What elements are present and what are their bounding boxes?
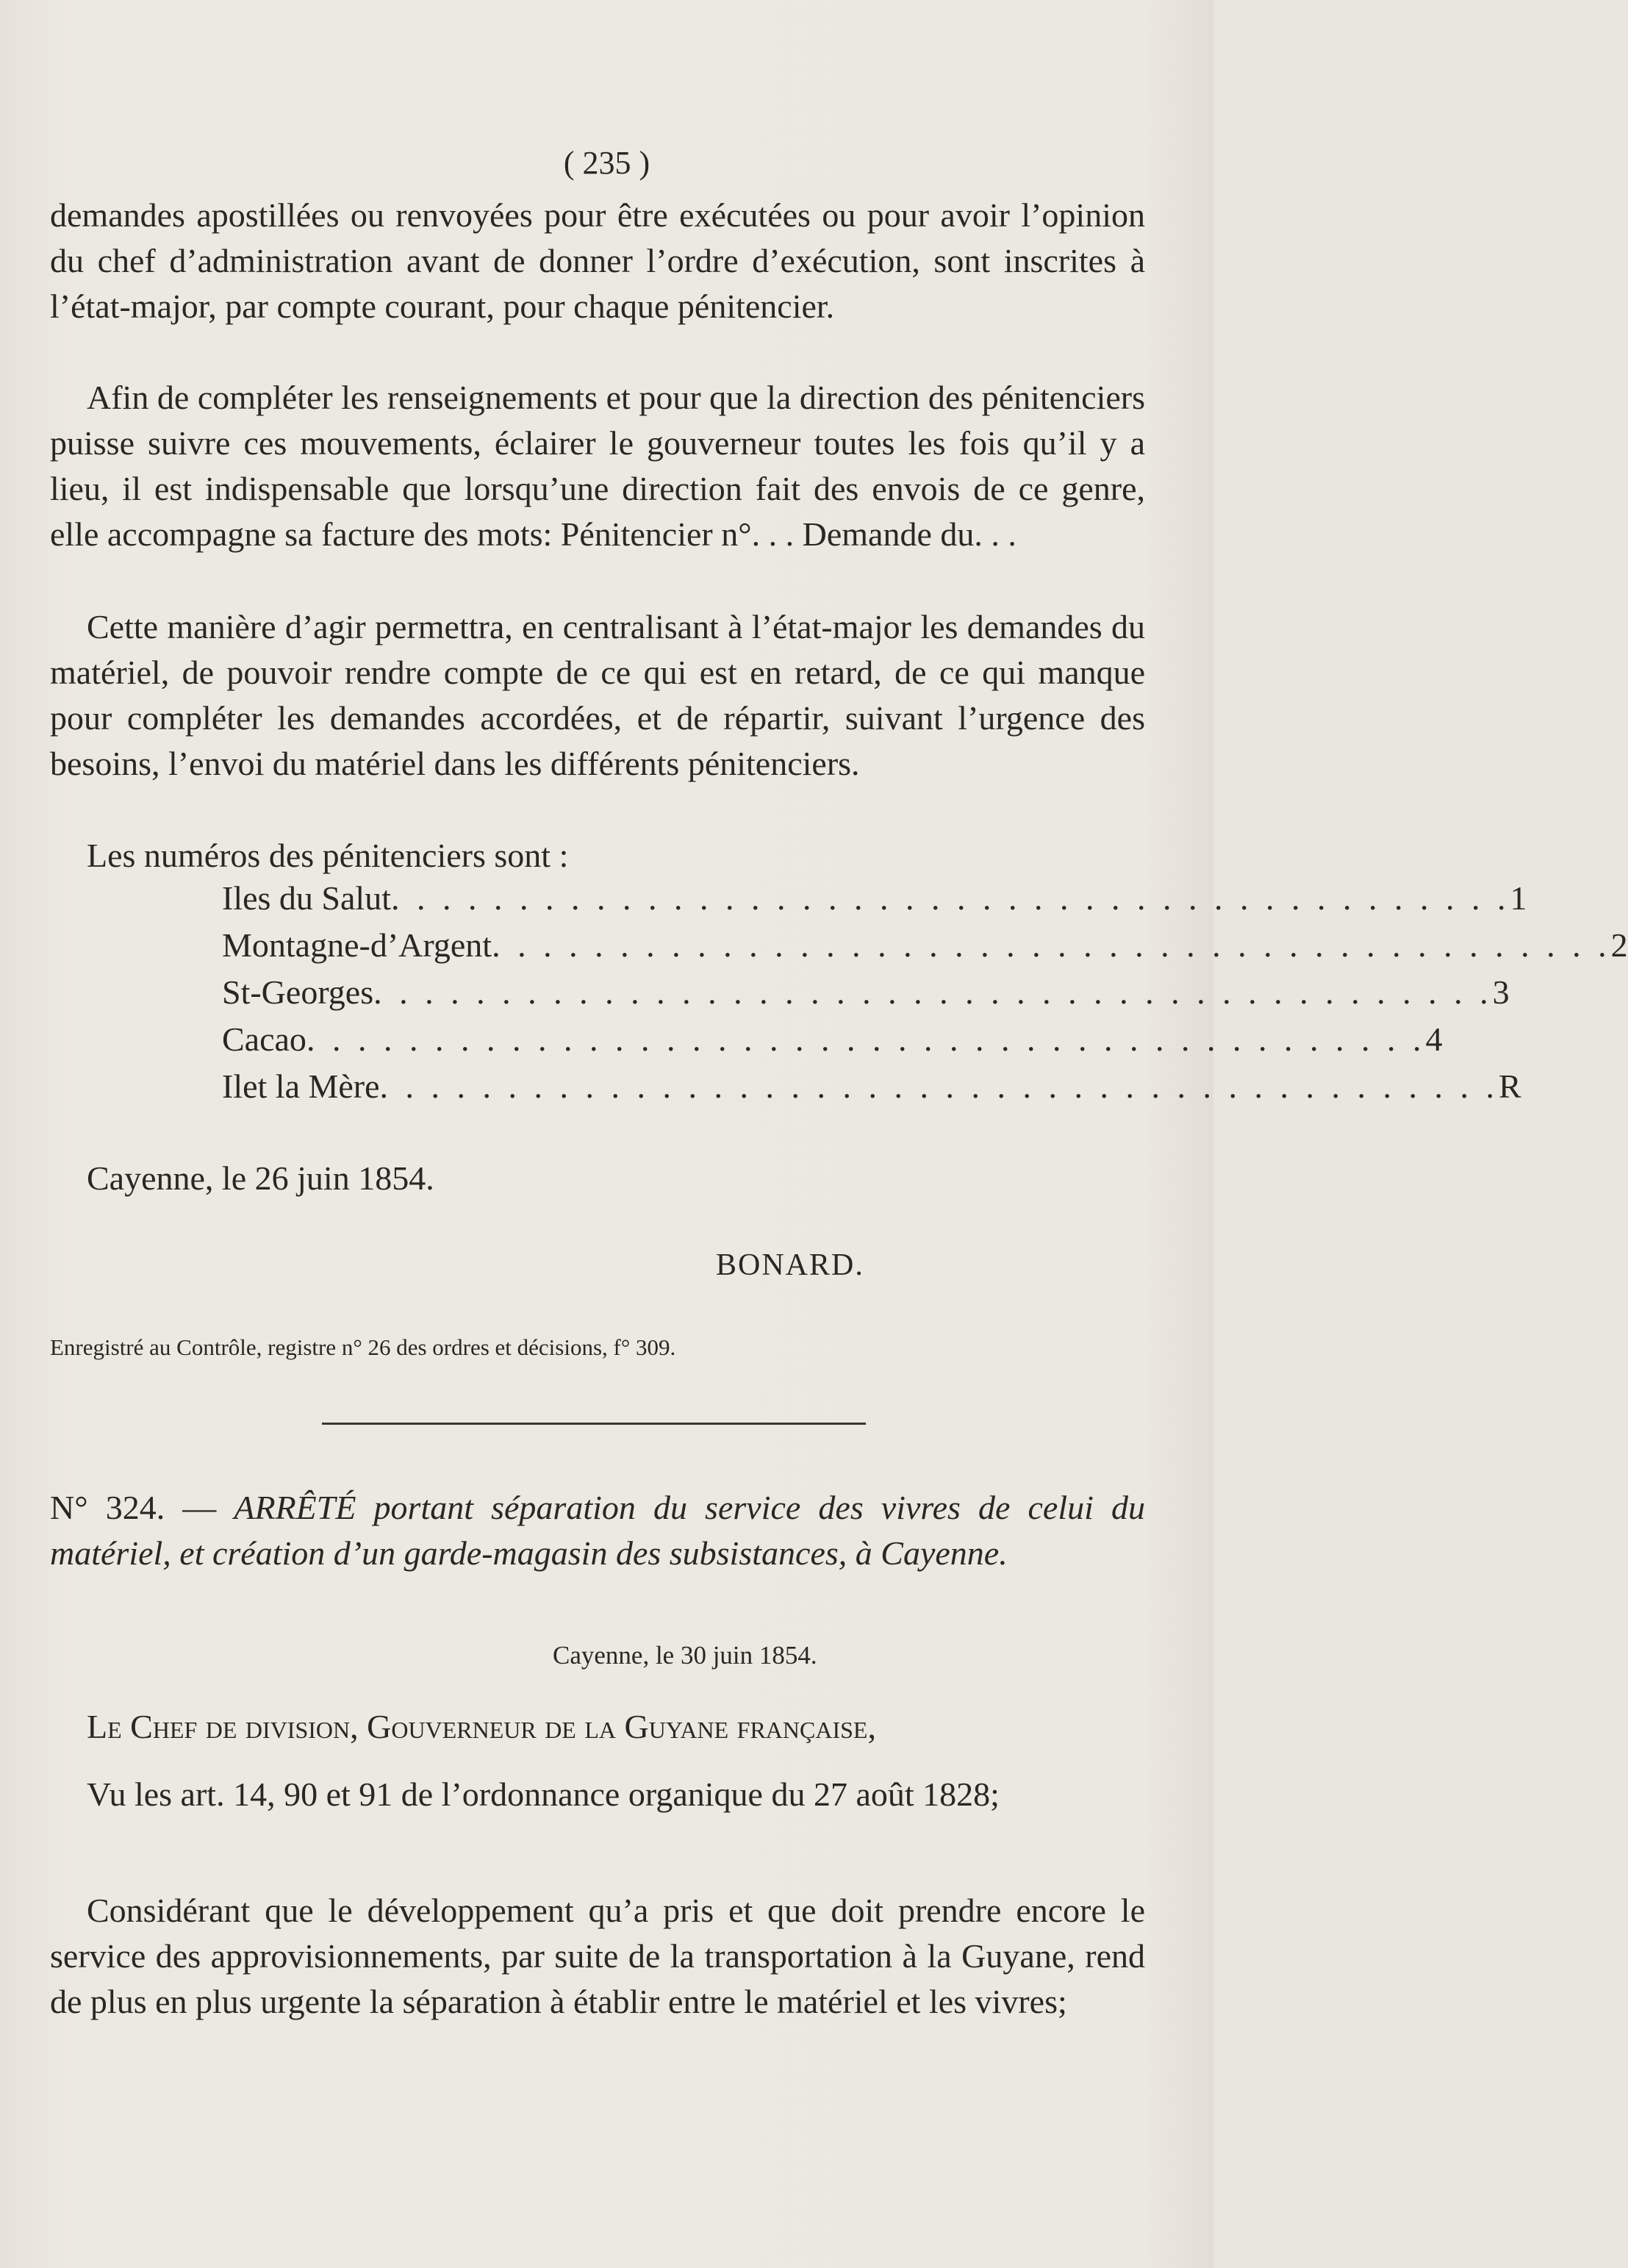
place-date [50, 1156, 1145, 1201]
list-item [222, 926, 1628, 973]
list-item-number: 4 [1425, 1020, 1443, 1058]
governor-line [50, 1704, 1145, 1750]
signature: BONARD. [716, 1248, 864, 1282]
list-item-name: Cacao [222, 1020, 306, 1058]
leader-dots: . . . . . . . . . . . . . . . . . . . . . . . . . . . . . . . . . . . . . . . . . . . . [379, 1067, 1499, 1105]
decree-title: ARRÊTÉ portant séparation du service des vivres de celui du matériel, et création d’un garde-magasin des subsistances, à Cayenne. [50, 1489, 1146, 1572]
vu-clause-text: Vu les art. 14, 90 et 91 de l’ordonnance organique du 27 août 1828; [87, 1775, 1000, 1813]
list-item-number: 1 [1510, 879, 1527, 917]
paragraph-1 [50, 193, 1145, 329]
penitentiary-list [222, 879, 1628, 1114]
leader-dots: . . . . . . . . . . . . . . . . . . . . . . . . . . . . . . . . . . . . . . . . . . . . [306, 1020, 1426, 1058]
list-item-name: Ilet la Mère [222, 1067, 380, 1105]
page-number: ( 235 ) [563, 145, 650, 181]
list-item-number: 2 [1610, 926, 1628, 964]
list-item-name: Iles du Salut [222, 879, 391, 917]
list-intro-text: Les numéros des pénitenciers sont : [87, 837, 569, 874]
considerant-text: Considérant que le développement qu’a pris et que doit prendre encore le service des approvisionnements, par suite de la transportation à la Guyane, rend de plus en plus urgente la séparation à établir entre le matériel et les vivres; [50, 1892, 1145, 2020]
vu-clause [50, 1772, 1145, 1817]
paragraph-1-text: demandes apostillées ou renvoyées pour être exécutées ou pour avoir l’opinion du chef d’administration avant de donner l’ordre d’exécution, sont inscrites à l’état-major, par compte courant, pour chaque pénitencier. [50, 196, 1145, 325]
list-intro [50, 833, 1145, 879]
list-item [222, 1020, 1443, 1067]
decree-heading [50, 1485, 1145, 1576]
list-item-number: R [1499, 1067, 1521, 1105]
leader-dots: . . . . . . . . . . . . . . . . . . . . . . . . . . . . . . . . . . . . . . . . . . . . [492, 926, 1611, 964]
decree-heading-text [50, 1485, 1145, 1576]
list-item [222, 1067, 1521, 1114]
registration-note: Enregistré au Contrôle, registre n° 26 des ordres et décisions, f° 309. [50, 1334, 676, 1360]
decree-date: Cayenne, le 30 juin 1854. [553, 1641, 817, 1670]
leader-dots: . . . . . . . . . . . . . . . . . . . . . . . . . . . . . . . . . . . . . . . . . . . . [373, 973, 1493, 1011]
leader-dots: . . . . . . . . . . . . . . . . . . . . . . . . . . . . . . . . . . . . . . . . . . . . [390, 879, 1510, 917]
paragraph-2-text: Afin de compléter les renseignements et pour que la direction des pénitenciers puisse suivre ces mouvements, éclairer le gouverneur toutes les fois qu’il y a lieu, il est indispensable que lorsqu’une direction fait des envois de ce genre, elle accompagne sa facture des mots: Pénitencier n°. . . Demande du. . . [50, 379, 1145, 553]
list-item-number: 3 [1492, 973, 1510, 1011]
paragraph-2 [50, 375, 1145, 557]
list-item-name: Montagne-d’Argent [222, 926, 492, 964]
list-item [222, 973, 1510, 1020]
paragraph-3 [50, 604, 1145, 787]
list-item [222, 879, 1527, 926]
governor-line-text: Le Chef de division, Gouverneur de la Guyane française, [87, 1708, 876, 1745]
decree-number: N° 324. — [50, 1489, 217, 1526]
place-date-text: Cayenne, le 26 juin 1854. [87, 1159, 434, 1197]
section-divider [322, 1423, 866, 1425]
paragraph-3-text: Cette manière d’agir permettra, en centralisant à l’état-major les demandes du matériel, de pouvoir rendre compte de ce qui est en retard, de ce qui manque pour compléter les demandes accordées, et de répartir, suivant l’urgence des besoins, l’envoi du matériel dans les différents pénitenciers. [50, 608, 1145, 782]
considerant-clause [50, 1888, 1145, 2025]
list-item-name: St-Georges [222, 973, 374, 1011]
